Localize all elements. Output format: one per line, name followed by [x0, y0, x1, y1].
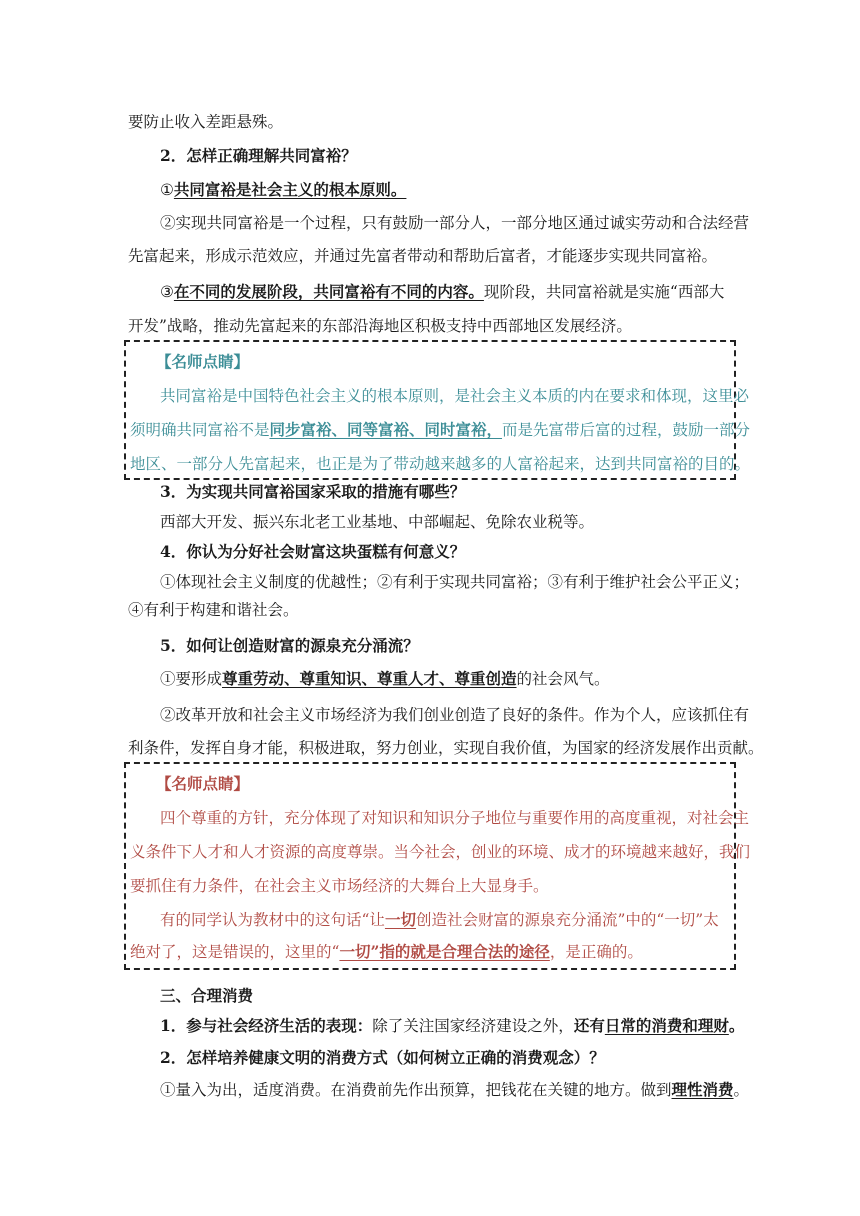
answer-line: ②改革开放和社会主义市场经济为我们创业创造了良好的条件。作为个人，应该抓住有 — [160, 706, 750, 724]
text-span: 。 — [733, 1081, 750, 1099]
tip-text — [130, 942, 730, 962]
key-point: 一切 — [384, 910, 416, 929]
text-span: 须明确共同富裕不是 — [130, 421, 270, 439]
text-span: ①量入为出，适度消费。在消费前先作出预算，把钱花在关键的地方。做到 — [160, 1081, 672, 1099]
text-span: 而是先富带后富的过程，鼓励一部分 — [502, 421, 751, 439]
tip-text — [130, 420, 751, 440]
tip-tag: 【名师点睛】 — [156, 352, 250, 371]
teacher-tip-box — [124, 340, 751, 480]
text-line: 要防止收入差距悬殊。 — [128, 113, 284, 131]
key-point: 理性消费 — [671, 1080, 734, 1099]
key-point: 同步富裕、同等富裕、同时富裕， — [269, 420, 503, 439]
tip-text: 义条件下人才和人才资源的高度尊崇。当今社会，创业的环境、成才的环境越来越好，我们 — [130, 843, 751, 861]
teacher-tip-box — [124, 762, 751, 970]
answer-line — [160, 282, 738, 302]
answer-line: ④有利于构建和谐社会。 — [128, 601, 299, 619]
tip-text — [160, 910, 730, 930]
marker: ③ — [160, 283, 174, 301]
text-span: 的社会风气。 — [516, 670, 610, 688]
question-heading: 4．你认为分好社会财富这块蛋糕有何意义？ — [160, 542, 466, 561]
key-point: 共同富裕是社会主义的根本原则。 — [173, 180, 407, 199]
tip-text: 地区、一部分人先富起来，也正是为了带动越来越多的人富裕起来，达到共同富裕的目的。 — [130, 455, 751, 473]
answer-line: 先富起来，形成示范效应，并通过先富者带动和帮助后富者，才能逐步实现共同富裕。 — [128, 247, 718, 265]
text-span: 除了关注国家经济建设之外， — [372, 1017, 574, 1035]
answer-line: ①体现社会主义制度的优越性；②有利于实现共同富裕；③有利于维护社会公平正义； — [160, 573, 750, 591]
question-heading: 2．怎样培养健康文明的消费方式（如何树立正确的消费观念）？ — [160, 1048, 605, 1067]
tip-text: 共同富裕是中国特色社会主义的根本原则，是社会主义本质的内在要求和体现，这里必 — [160, 387, 750, 405]
answer-line — [160, 669, 738, 689]
answer-line: 开发”战略，推动先富起来的东部沿海地区积极支持中西部地区发展经济。 — [128, 317, 632, 335]
question-heading: 3．为实现共同富裕国家采取的措施有哪些？ — [160, 482, 466, 501]
text-span: ①要形成 — [160, 670, 223, 688]
tip-tag: 【名师点睛】 — [156, 774, 250, 793]
key-point: 一切”指的就是合理合法的途径 — [339, 942, 550, 961]
text-span: 创造社会财富的源泉充分涌流”中的“一切”太 — [415, 911, 719, 929]
tip-text: 要抓住有力条件，在社会主义市场经济的大舞台上大显身手。 — [130, 877, 549, 895]
answer-line — [160, 1016, 745, 1036]
text-span: 有的同学认为教材中的这句话“让 — [160, 911, 385, 929]
tip-text: 四个尊重的方针，充分体现了对知识和知识分子地位与重要作用的高度重视，对社会主 — [160, 809, 750, 827]
text-span: 绝对了，这是错误的，这里的“ — [130, 943, 340, 961]
answer-line — [160, 1080, 750, 1100]
question-heading: 2．怎样正确理解共同富裕？ — [160, 146, 357, 165]
answer-line — [160, 180, 738, 200]
key-point: 尊重劳动、尊重知识、尊重人才、尊重创造 — [222, 669, 517, 688]
answer-line: ②实现共同富裕是一个过程，只有鼓励一部分人，一部分地区通过诚实劳动和合法经营 — [160, 214, 750, 232]
text-span: ，是正确的。 — [549, 943, 643, 961]
answer-line: 西部大开发、振兴东北老工业基地、中部崛起、免除农业税等。 — [160, 513, 595, 531]
marker: ① — [160, 181, 174, 199]
text-span: 1．参与社会经济生活的表现： — [160, 1016, 373, 1035]
key-point: 在不同的发展阶段，共同富裕有不同的内容。 — [173, 282, 484, 301]
text-span: 还有 — [573, 1016, 605, 1035]
answer-line: 利条件，发挥自身才能，积极进取，努力创业，实现自我价值，为国家的经济发展作出贡献。 — [128, 739, 764, 757]
text-span: 现阶段，共同富裕就是实施“西部大 — [483, 283, 725, 301]
section-heading: 三、合理消费 — [160, 986, 254, 1005]
key-point: 日常的消费和理财 — [604, 1016, 729, 1035]
text-span: 。 — [728, 1016, 745, 1035]
question-heading: 5．如何让创造财富的源泉充分涌流？ — [160, 636, 419, 655]
